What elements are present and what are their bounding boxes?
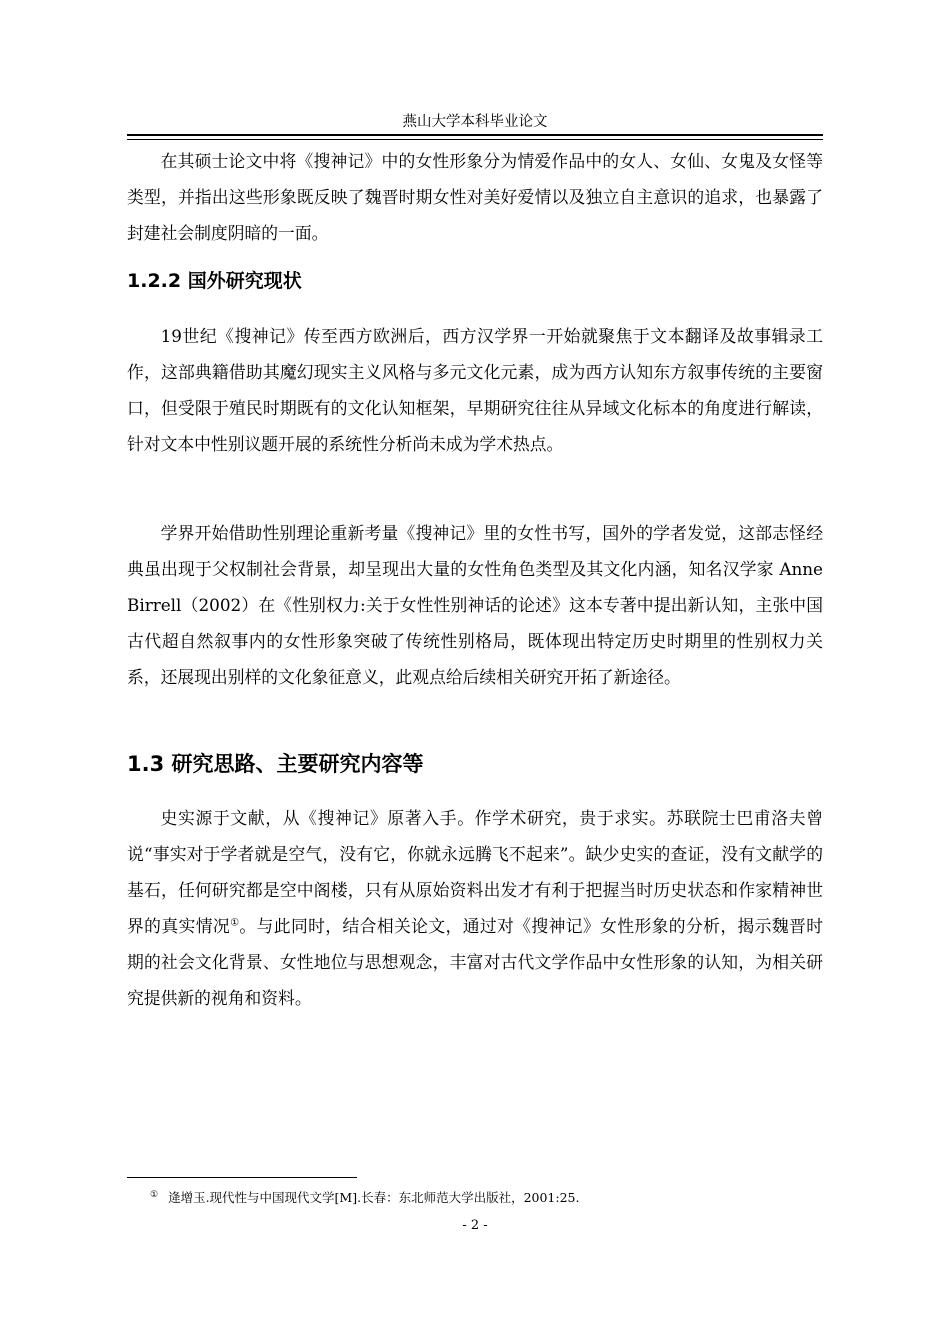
paragraph-1: 在其硕士论文中将《搜神记》中的女性形象分为情爱作品中的女人、女仙、女鬼及女怪等类型，并指出这些形象既反映了魏晋时期女性对美好爱情以及独立自主意识的追求，也暴露了封建社会制度阴暗的一面。 [127, 151, 823, 243]
footnote-text: 逄增玉.现代性与中国现代文学[M].长春：东北师范大学出版社，2001:25. [168, 1190, 580, 1206]
paragraph-4 [127, 800, 823, 1016]
paragraph-4-text-a: 史实源于文献，从《搜神记》原著入手。作学术研究，贵于求实。苏联院士巴甫洛夫曾说“事实对于学者就是空气，没有它，你就永远腾飞不起来”。缺少史实的查证，没有文献学的基石，任何研究都是空中阁楼，只有从原始资料出发才有利于把握当时历史状态和作家精神世界的真实情况 [127, 808, 823, 936]
paragraph-4-text-b: 。与此同时，结合相关论文，通过对《搜神记》女性形象的分析，揭示魏晋时期的社会文化背景、女性地位与思想观念，丰富对古代文学作品中女性形象的认知，为相关研究提供新的视角和资料。 [127, 916, 823, 1008]
section-heading-1-3: 1.3 研究思路、主要研究内容等 [127, 752, 424, 776]
header-rule-thin [127, 139, 823, 140]
paragraph-2: 19世纪《搜神记》传至西方欧洲后，西方汉学界一开始就聚焦于文本翻译及故事辑录工作，这部典籍借助其魔幻现实主义风格与多元文化元素，成为西方认知东方叙事传统的主要窗口，但受限于殖民时期既有的文化认知框架，早期研究往往从异域文化标本的角度进行解读，针对文本中性别议题开展的系统性分析尚未成为学术热点。 [127, 326, 823, 454]
footnote-separator [127, 1177, 357, 1178]
page-header-title: 燕山大学本科毕业论文 [402, 114, 548, 130]
page-number: - 2 - [462, 1218, 488, 1233]
header-rule-thick [127, 134, 823, 136]
paragraph-3: 学界开始借助性别理论重新考量《搜神记》里的女性书写，国外的学者发觉，这部志怪经典虽出现于父权制社会背景，却呈现出大量的女性角色类型及其文化内涵，知名汉学家 Anne Birrell（2002）在《性别权力:关于女性性别神话的论述》这本专著中提出新认知，主张中国古代超自然叙事内的女性形象突破了传统性别格局，既体现出特定历史时期里的性别权力关系，还展现出别样的文化象征意义，此观点给后续相关研究开拓了新途径。 [127, 523, 823, 687]
footnote-reference[interactable]: ① [230, 917, 240, 929]
footnote-mark: ① [150, 1190, 159, 1200]
footnote [150, 1186, 579, 1207]
section-heading-1-2-2: 1.2.2 国外研究现状 [127, 270, 302, 292]
